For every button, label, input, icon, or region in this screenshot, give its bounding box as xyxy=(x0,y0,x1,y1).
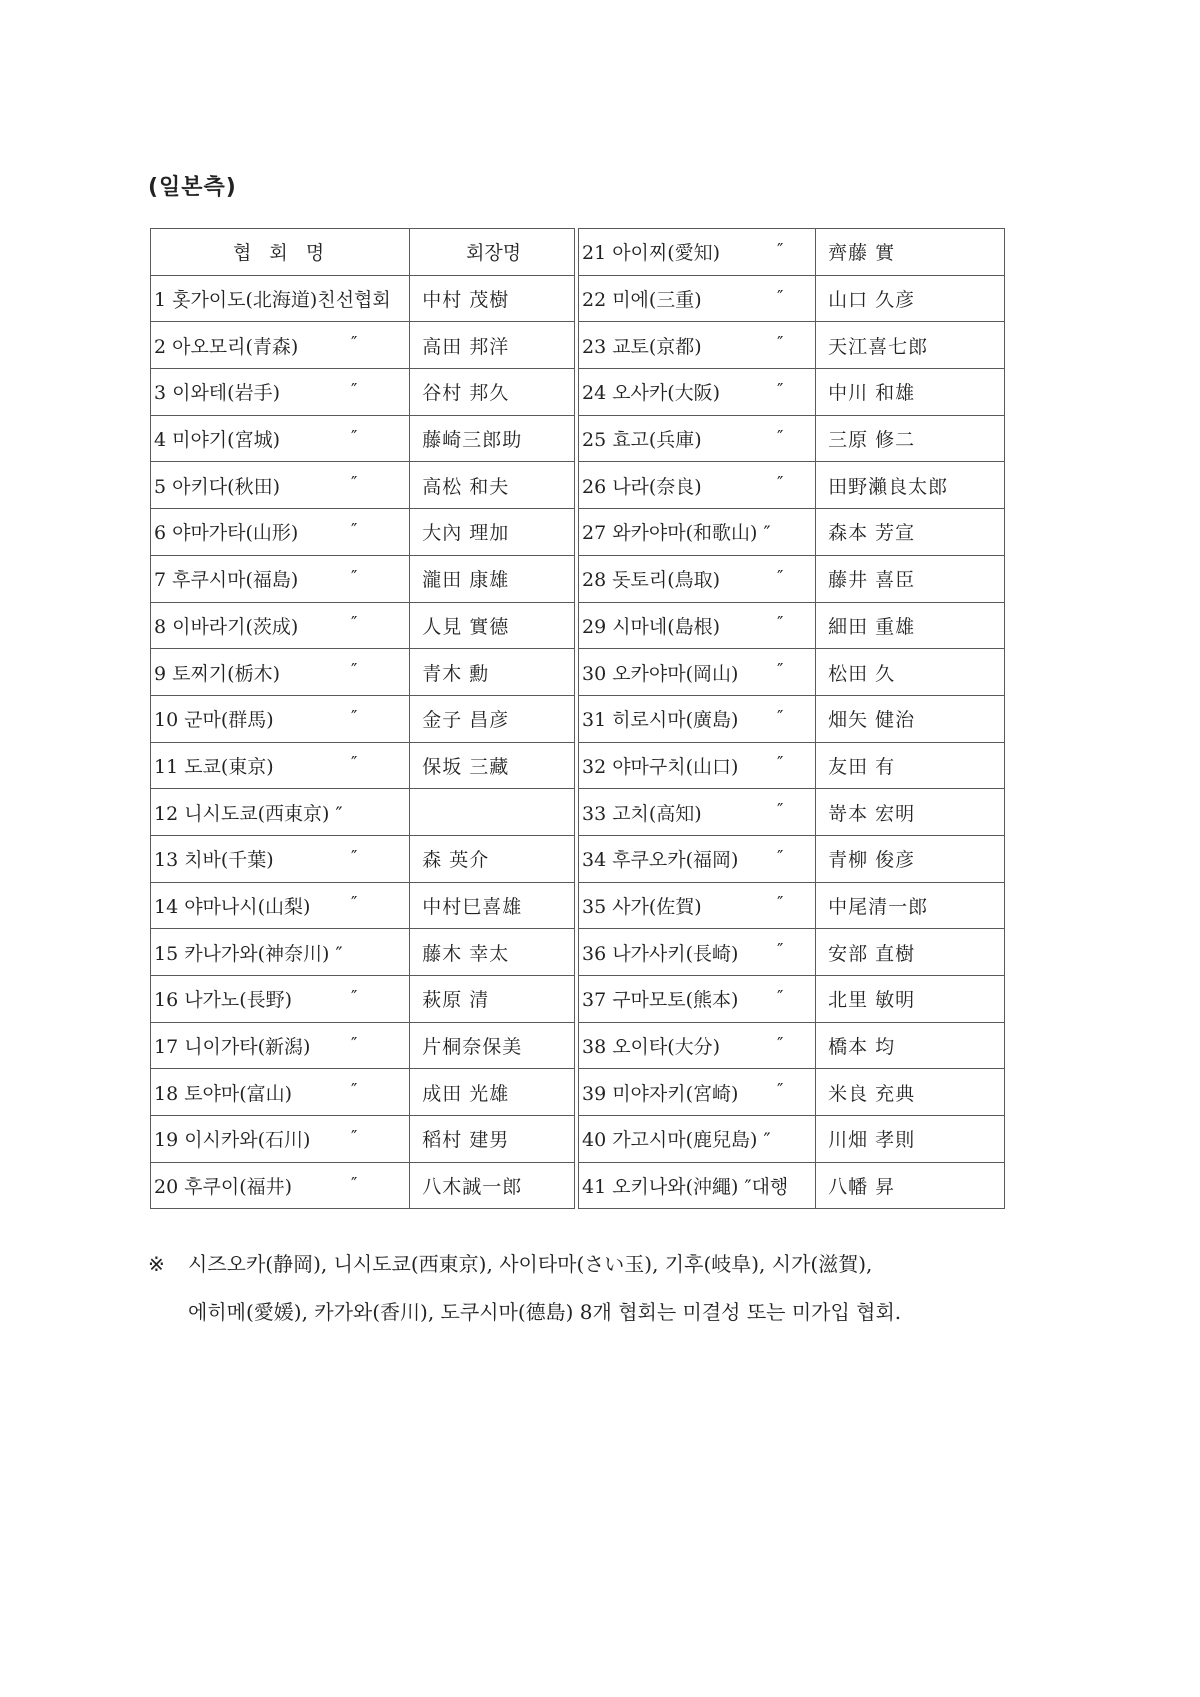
table-row xyxy=(151,835,575,882)
table-row xyxy=(579,835,1005,882)
table-row xyxy=(151,1069,575,1116)
president-name-cell: 人見 實德 xyxy=(410,602,575,649)
association-name-cell xyxy=(579,555,816,602)
president-name-cell: 三原 修二 xyxy=(816,415,1005,462)
president-name-cell: 齊藤 實 xyxy=(816,229,1005,276)
association-name-cell xyxy=(151,275,410,322)
ditto-mark: ″ xyxy=(777,753,784,774)
association-name: 토찌기(栃木) xyxy=(172,662,280,685)
president-name-cell: 瀧田 康雄 xyxy=(410,555,575,602)
association-name-cell xyxy=(151,555,410,602)
association-name-cell xyxy=(151,929,410,976)
table-row xyxy=(579,1069,1005,1116)
association-name: 사가(佐賀) xyxy=(612,895,702,918)
row-number: 12 xyxy=(154,802,179,825)
association-name-cell xyxy=(579,789,816,836)
association-name-cell xyxy=(579,1116,816,1163)
president-name-cell: 片桐奈保美 xyxy=(410,1022,575,1069)
president-name-cell: 萩原 清 xyxy=(410,976,575,1023)
association-name: 후쿠시마(福島) xyxy=(172,569,299,592)
table-row xyxy=(579,882,1005,929)
row-number: 2 xyxy=(154,335,167,358)
table-row xyxy=(579,229,1005,276)
association-name-cell xyxy=(151,789,410,836)
row-number: 10 xyxy=(154,709,179,732)
association-name-cell xyxy=(579,322,816,369)
association-name: 미에(三重) xyxy=(612,289,702,312)
row-number: 40 xyxy=(582,1129,607,1152)
president-name-cell: 八幡 昇 xyxy=(816,1162,1005,1209)
row-number: 1 xyxy=(154,289,167,312)
association-name-cell xyxy=(151,742,410,789)
row-number: 24 xyxy=(582,382,607,405)
row-number: 7 xyxy=(154,569,167,592)
table-row xyxy=(151,1022,575,1069)
association-table-right xyxy=(578,228,1005,1209)
ditto-mark: ″ xyxy=(351,753,358,774)
association-name: 야마가타(山形) xyxy=(172,522,299,545)
ditto-mark: ″ xyxy=(351,613,358,634)
ditto-mark: ″ xyxy=(351,707,358,728)
footnote xyxy=(148,1240,1028,1336)
footnote-line-2: 에히메(愛媛), 카가와(香川), 도쿠시마(德島) 8개 협회는 미결성 또는 미가입 협회. xyxy=(188,1300,902,1324)
association-name-cell xyxy=(579,882,816,929)
association-name-cell xyxy=(151,976,410,1023)
row-number: 38 xyxy=(582,1036,607,1059)
association-name-cell xyxy=(579,742,816,789)
ditto-mark: ″ xyxy=(777,380,784,401)
ditto-mark: ″ xyxy=(777,987,784,1008)
association-name-cell xyxy=(151,322,410,369)
association-name-cell xyxy=(151,695,410,742)
association-name: 고치(高知) xyxy=(612,802,702,825)
president-name-cell: 森本 芳宣 xyxy=(816,509,1005,556)
association-name: 교토(京都) xyxy=(612,335,702,358)
association-name-cell xyxy=(151,1069,410,1116)
row-number: 30 xyxy=(582,662,607,685)
ditto-mark: ″ xyxy=(351,426,358,447)
association-name: 미야자키(宮崎) xyxy=(612,1082,739,1105)
ditto-mark: ″ xyxy=(777,847,784,868)
association-name-cell xyxy=(151,1022,410,1069)
association-name: 아이찌(愛知) xyxy=(612,242,721,265)
page-title: (일본측) xyxy=(148,175,237,200)
row-number: 5 xyxy=(154,475,167,498)
president-name-cell: 中村巳喜雄 xyxy=(410,882,575,929)
association-name: 군마(群馬) xyxy=(184,709,274,732)
ditto-mark: ″ xyxy=(351,520,358,541)
president-name-cell: 青木 勳 xyxy=(410,649,575,696)
row-number: 35 xyxy=(582,895,607,918)
ditto-mark: ″ xyxy=(351,567,358,588)
row-number: 13 xyxy=(154,849,179,872)
row-number: 37 xyxy=(582,989,607,1012)
table-row xyxy=(151,369,575,416)
ditto-mark: ″ xyxy=(777,940,784,961)
table-row xyxy=(579,742,1005,789)
president-name-cell: 中川 和雄 xyxy=(816,369,1005,416)
association-name: 니이가타(新潟) xyxy=(184,1036,311,1059)
president-name-cell: 八木誠一郎 xyxy=(410,1162,575,1209)
president-name-cell: 藤井 喜臣 xyxy=(816,555,1005,602)
president-name-cell: 米良 充典 xyxy=(816,1069,1005,1116)
association-name-cell xyxy=(151,602,410,649)
ditto-mark: ″ xyxy=(777,473,784,494)
association-name: 홋가이도(北海道)친선협회 xyxy=(172,289,391,312)
table-row xyxy=(151,462,575,509)
association-name-cell xyxy=(579,229,816,276)
row-number: 32 xyxy=(582,755,607,778)
ditto-mark: ″ xyxy=(351,1080,358,1101)
president-name-cell: 天江喜七郎 xyxy=(816,322,1005,369)
association-name: 오사카(大阪) xyxy=(612,382,721,405)
president-name-cell: 保坂 三藏 xyxy=(410,742,575,789)
row-number: 18 xyxy=(154,1082,179,1105)
row-number: 26 xyxy=(582,475,607,498)
ditto-mark: ″ xyxy=(777,613,784,634)
table-row xyxy=(579,976,1005,1023)
association-name: 이시카와(石川) xyxy=(184,1129,311,1152)
association-name: 나라(奈良) xyxy=(612,475,702,498)
ditto-mark: ″ xyxy=(777,286,784,307)
president-name-cell: 高松 和夫 xyxy=(410,462,575,509)
table-row xyxy=(151,509,575,556)
table-row xyxy=(579,695,1005,742)
table-row xyxy=(579,415,1005,462)
row-number: 8 xyxy=(154,615,167,638)
ditto-mark: ″ xyxy=(351,660,358,681)
table-row xyxy=(151,882,575,929)
row-number: 9 xyxy=(154,662,167,685)
association-name-cell xyxy=(579,462,816,509)
association-name-cell xyxy=(579,1022,816,1069)
association-name-cell xyxy=(579,976,816,1023)
association-name: 돗토리(鳥取) xyxy=(612,569,721,592)
table-row xyxy=(579,555,1005,602)
association-name: 아키다(秋田) xyxy=(172,475,280,498)
president-name-cell: 成田 光雄 xyxy=(410,1069,575,1116)
association-name: 나가사키(長崎) xyxy=(612,942,739,965)
ditto-mark: ″ xyxy=(351,987,358,1008)
row-number: 3 xyxy=(154,382,167,405)
president-name-cell: 松田 久 xyxy=(816,649,1005,696)
table-row xyxy=(151,695,575,742)
row-number: 34 xyxy=(582,849,607,872)
president-name-cell: 畑矢 健治 xyxy=(816,695,1005,742)
table-row xyxy=(579,322,1005,369)
ditto-mark: ″ xyxy=(351,893,358,914)
association-name-cell xyxy=(151,415,410,462)
row-number: 25 xyxy=(582,429,607,452)
association-name: 오카야마(岡山) xyxy=(612,662,739,685)
row-number: 21 xyxy=(582,242,607,265)
president-name-cell: 北里 敏明 xyxy=(816,976,1005,1023)
table-row xyxy=(579,369,1005,416)
row-number: 23 xyxy=(582,335,607,358)
row-number: 31 xyxy=(582,709,607,732)
row-number: 29 xyxy=(582,615,607,638)
association-name-cell xyxy=(151,462,410,509)
association-name-cell xyxy=(579,1069,816,1116)
association-name-cell xyxy=(151,369,410,416)
table-row xyxy=(579,509,1005,556)
row-number: 36 xyxy=(582,942,607,965)
association-name: 오이타(大分) xyxy=(612,1036,721,1059)
association-name-cell xyxy=(579,509,816,556)
table-row xyxy=(579,1162,1005,1209)
president-name-cell: 田野瀨良太郎 xyxy=(816,462,1005,509)
association-name-cell xyxy=(151,882,410,929)
ditto-mark: ″ xyxy=(777,893,784,914)
association-name: 야마구치(山口) xyxy=(612,755,739,778)
table-row xyxy=(151,742,575,789)
association-name: 니시도쿄(西東京) ″ xyxy=(184,802,343,825)
table-row xyxy=(579,1116,1005,1163)
row-number: 27 xyxy=(582,522,607,545)
president-name-cell: 高田 邦洋 xyxy=(410,322,575,369)
association-name-cell xyxy=(579,649,816,696)
row-number: 16 xyxy=(154,989,179,1012)
association-name: 효고(兵庫) xyxy=(612,429,702,452)
association-name-cell xyxy=(579,835,816,882)
row-number: 11 xyxy=(154,755,179,778)
row-number: 17 xyxy=(154,1036,179,1059)
association-name: 히로시마(廣島) xyxy=(612,709,739,732)
association-name-cell xyxy=(579,415,816,462)
footnote-text-1: 시즈오카(静岡), 니시도쿄(西東京), 사이타마(さい玉), 기후(岐阜), 시가(滋賀), xyxy=(188,1252,873,1276)
ditto-mark: ″ xyxy=(777,426,784,447)
table-row xyxy=(151,649,575,696)
president-name-cell: 谷村 邦久 xyxy=(410,369,575,416)
association-name: 카나가와(神奈川) ″ xyxy=(184,942,343,965)
association-name: 후쿠오카(福岡) xyxy=(612,849,739,872)
ditto-mark: ″ xyxy=(777,1033,784,1054)
table-row xyxy=(151,275,575,322)
footnote-line-1 xyxy=(148,1240,1028,1288)
association-name-cell xyxy=(579,929,816,976)
association-name: 오키나와(沖繩) ″대행 xyxy=(612,1176,789,1199)
association-table-left xyxy=(150,228,575,1209)
association-name: 토야마(富山) xyxy=(184,1082,293,1105)
president-name-cell: 青柳 俊彦 xyxy=(816,835,1005,882)
association-name: 나가노(長野) xyxy=(184,989,293,1012)
ditto-mark: ″ xyxy=(777,333,784,354)
table-row xyxy=(151,415,575,462)
header-association-name: 협 회 명 xyxy=(151,229,410,276)
association-name-cell xyxy=(579,695,816,742)
ditto-mark: ″ xyxy=(351,380,358,401)
ditto-mark: ″ xyxy=(351,847,358,868)
association-name-cell xyxy=(579,1162,816,1209)
association-name: 도쿄(東京) xyxy=(184,755,274,778)
president-name-cell: 中村 茂樹 xyxy=(410,275,575,322)
table-row xyxy=(151,789,575,836)
row-number: 39 xyxy=(582,1082,607,1105)
association-name: 시마네(島根) xyxy=(612,615,721,638)
association-name-cell xyxy=(151,649,410,696)
president-name-cell: 藤木 幸太 xyxy=(410,929,575,976)
president-name-cell: 安部 直樹 xyxy=(816,929,1005,976)
association-name-cell xyxy=(151,509,410,556)
table-row xyxy=(579,789,1005,836)
table-row xyxy=(579,275,1005,322)
association-name: 야마나시(山梨) xyxy=(184,895,311,918)
president-name-cell: 金子 昌彦 xyxy=(410,695,575,742)
table-row xyxy=(579,649,1005,696)
table-row xyxy=(151,322,575,369)
table-row xyxy=(579,602,1005,649)
association-name: 이와테(岩手) xyxy=(172,382,280,405)
association-name: 미야기(宮城) xyxy=(172,429,280,452)
table-row xyxy=(151,976,575,1023)
table-header-row xyxy=(151,229,575,276)
president-name-cell: 大內 理加 xyxy=(410,509,575,556)
association-name-cell xyxy=(151,1162,410,1209)
association-name: 와카야마(和歌山) ″ xyxy=(612,522,771,545)
president-name-cell: 友田 有 xyxy=(816,742,1005,789)
association-name: 가고시마(鹿兒島) ″ xyxy=(612,1129,771,1152)
table-row xyxy=(151,1162,575,1209)
president-name-cell: 中尾清一郎 xyxy=(816,882,1005,929)
association-name: 치바(千葉) xyxy=(184,849,274,872)
ditto-mark: ″ xyxy=(777,800,784,821)
ditto-mark: ″ xyxy=(351,1033,358,1054)
table-row xyxy=(579,1022,1005,1069)
president-name-cell: 橋本 均 xyxy=(816,1022,1005,1069)
table-row xyxy=(151,929,575,976)
president-name-cell: 山口 久彦 xyxy=(816,275,1005,322)
row-number: 22 xyxy=(582,289,607,312)
ditto-mark: ″ xyxy=(777,567,784,588)
ditto-mark: ″ xyxy=(777,240,784,261)
row-number: 28 xyxy=(582,569,607,592)
table-row xyxy=(151,555,575,602)
row-number: 41 xyxy=(582,1176,607,1199)
row-number: 15 xyxy=(154,942,179,965)
row-number: 33 xyxy=(582,802,607,825)
association-name: 이바라기(茨成) xyxy=(172,615,299,638)
president-name-cell: 川畑 孝則 xyxy=(816,1116,1005,1163)
table-row xyxy=(579,462,1005,509)
row-number: 20 xyxy=(154,1176,179,1199)
president-name-cell: 藤崎三郎助 xyxy=(410,415,575,462)
ditto-mark: ″ xyxy=(351,1173,358,1194)
ditto-mark: ″ xyxy=(777,660,784,681)
table-row xyxy=(151,1116,575,1163)
president-name-cell: 稻村 建男 xyxy=(410,1116,575,1163)
association-name: 후쿠이(福井) xyxy=(184,1176,293,1199)
president-name-cell: 森 英介 xyxy=(410,835,575,882)
ditto-mark: ″ xyxy=(351,473,358,494)
president-name-cell: 嵜本 宏明 xyxy=(816,789,1005,836)
ditto-mark: ″ xyxy=(777,1080,784,1101)
row-number: 4 xyxy=(154,429,167,452)
association-name-cell xyxy=(579,602,816,649)
ditto-mark: ″ xyxy=(351,1127,358,1148)
association-name-cell xyxy=(151,1116,410,1163)
association-name: 아오모리(青森) xyxy=(172,335,299,358)
association-name-cell xyxy=(579,369,816,416)
reference-mark-icon: ※ xyxy=(148,1252,165,1276)
table-row xyxy=(579,929,1005,976)
president-name-cell xyxy=(410,789,575,836)
row-number: 6 xyxy=(154,522,167,545)
ditto-mark: ″ xyxy=(351,333,358,354)
row-number: 14 xyxy=(154,895,179,918)
table-row xyxy=(151,602,575,649)
association-name: 구마모토(熊本) xyxy=(612,989,739,1012)
association-name-cell xyxy=(579,275,816,322)
president-name-cell: 細田 重雄 xyxy=(816,602,1005,649)
header-president-name: 회장명 xyxy=(410,229,575,276)
association-name-cell xyxy=(151,835,410,882)
row-number: 19 xyxy=(154,1129,179,1152)
ditto-mark: ″ xyxy=(777,707,784,728)
